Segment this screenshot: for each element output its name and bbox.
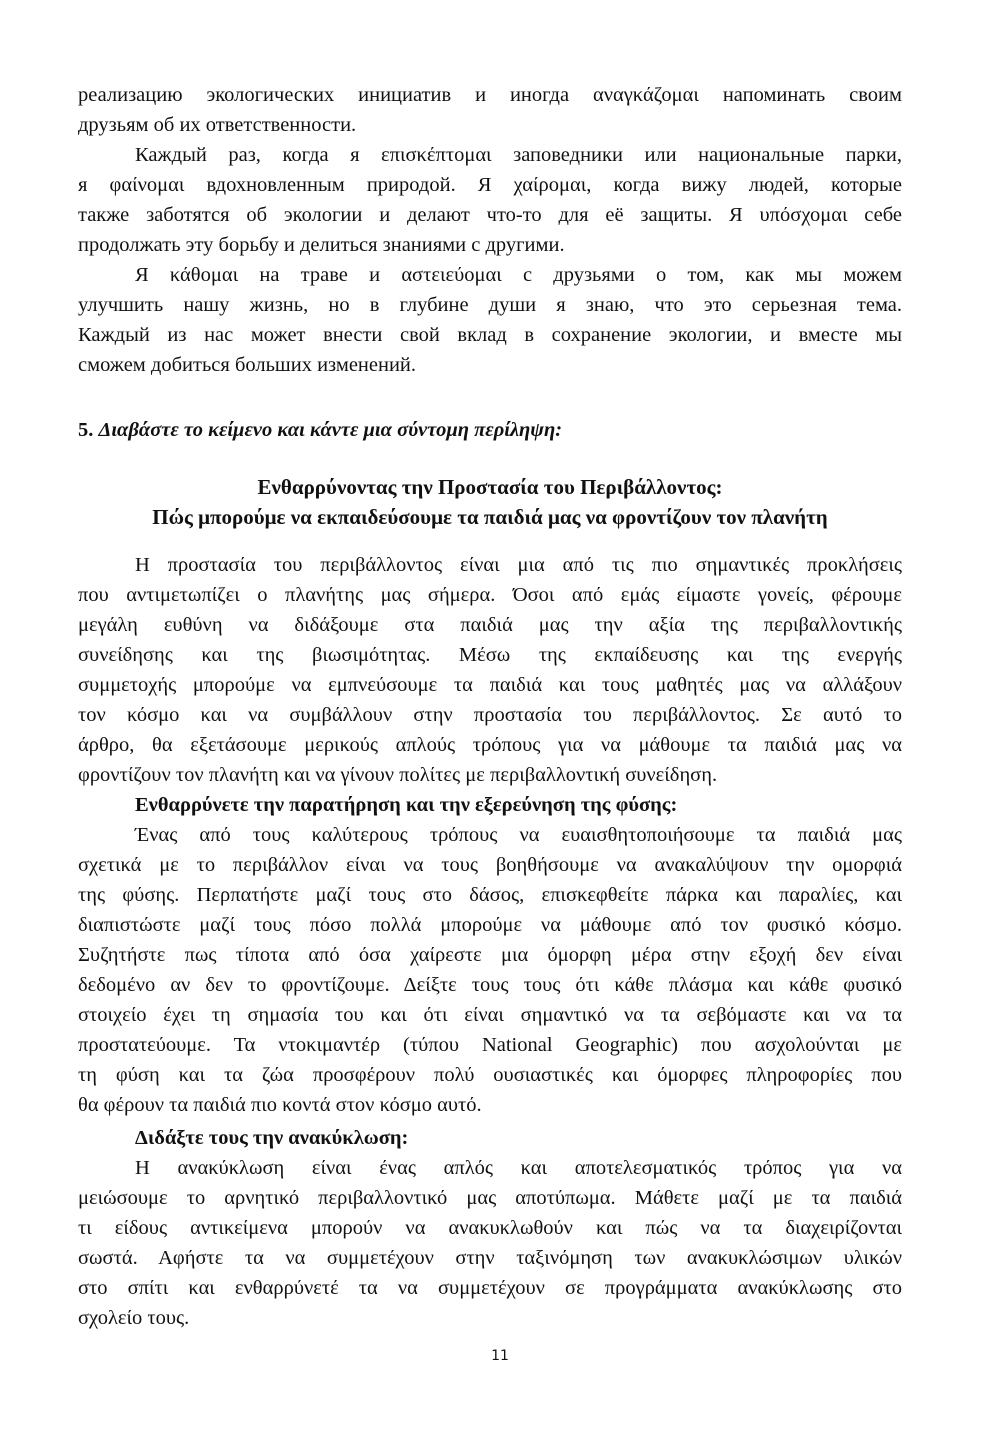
text-line: μεγάλη ευθύνη να διδάξουμε στα παιδιά μας την αξία της περιβαλλοντικής [78,614,902,636]
text-line: τι είδους αντικείμενα μπορούν να ανακυκλωθούν και πώς να τα διαχειρίζονται [78,1217,902,1239]
text-line: σωστά. Αφήστε τα να συμμετέχουν στην ταξινόμηση των ανακυκλώσιμων υλικών [78,1247,902,1269]
article-title-line1: Ενθαρρύνοντας την Προστασία του Περιβάλλοντος: [257,475,723,499]
text-line: также заботятся об экологии и делают что-то для её защиты. Я υπόσχομαι себе [78,204,902,226]
text-line: реализацию экологических инициатив и иногда αναγκάζομαι напоминать своим [78,84,902,106]
text-line: στο σπίτι και ενθαρρύνετέ τα να συμμετέχουν σε προγράμματα ανακύκλωσης στο [78,1277,902,1299]
text-line: друзьям об их ответственности. [78,114,357,136]
page-number: 11 [491,1348,509,1364]
text-line: Η προστασία του περιβάλλοντος είναι μια από τις πιο σημαντικές προκλήσεις [135,554,902,576]
text-line: άρθρο, θα εξετάσουμε μερικούς απλούς τρόπους για να μάθουμε τα παιδιά μας να [78,734,902,756]
text-line: продолжать эту борьбу и делиться знаниями с другими. [78,234,565,256]
text-line: Ένας από τους καλύτερους τρόπους να ευαισθητοποιήσουμε τα παιδιά μας [135,824,902,846]
task-instruction: Διαβάστε το κείμενο και κάντε μια σύντομη περίληψη: [98,419,563,441]
text-line: улучшить нашу жизнь, но в глубине души я знаю, что это серьезная тема. [78,294,902,316]
text-line: Η ανακύκλωση είναι ένας απλός και αποτελεσματικός τρόπος για να [135,1157,902,1179]
text-line: θα φέρουν τα παιδιά πιο κοντά στον κόσμο αυτό. [78,1094,482,1116]
text-line: τη φύση και τα ζώα προσφέρουν πολύ ουσιαστικές και όμορφες πληροφορίες που [78,1064,902,1086]
text-line: я φαίνομαι вдохновленным природой. Я χαίρομαι, когда вижу людей, которые [78,174,902,196]
text-line: Συζητήστε πως τίποτα από όσα χαίρεστε μια όμορφη μέρα στην εξοχή δεν είναι [78,944,902,966]
paragraph [78,140,902,260]
section-body-observation [78,820,902,1120]
text-line: που αντιμετωπίζει ο πλανήτης μας σήμερα. Όσοι από εμάς είμαστε γονείς, φέρουμε [78,584,902,606]
section-heading-recycling: Διδάξτε τους την ανακύκλωση: [135,1127,409,1149]
text-line: сможем добиться больших изменений. [78,354,417,376]
task-heading [78,415,902,445]
article-title [78,472,902,532]
text-line: τον κόσμο και να συμβάλλουν στην προστασία του περιβάλλοντος. Σε αυτό το [78,704,902,726]
text-line: της φύσης. Περπατήστε μαζί τους στο δάσος, επισκεφθείτε πάρκα και παραλίες, και [78,884,902,906]
text-line: Каждый из нас может внести свой вклад в сохранение экологии, и вместе мы [78,324,902,346]
article-intro [78,550,902,790]
section-heading-observation: Ενθαρρύνετε την παρατήρηση και την εξερεύνηση της φύσης: [135,794,678,816]
paragraph [78,260,902,380]
paragraph [78,80,902,140]
section-body-recycling [78,1153,902,1333]
text-line: προστατεύουμε. Τα ντοκιμαντέρ (τύπου National Geographic) που ασχολούνται με [78,1034,902,1056]
text-line: σχολείο τους. [78,1307,190,1329]
text-line: συνείδησης και της βιωσιμότητας. Μέσω της εκπαίδευσης και της ενεργής [78,644,902,666]
text-line: σχετικά με το περιβάλλον είναι να τους βοηθήσουμε να ανακαλύψουν την ομορφιά [78,854,902,876]
text-line: διαπιστώστε μαζί τους πόσο πολλά μπορούμε να μάθουμε από τον φυσικό κόσμο. [78,914,902,936]
task-number: 5. [78,419,94,441]
continuation-text [78,80,902,380]
text-line: Каждый раз, когда я επισκέπτομαι заповедники или национальные парки, [135,144,902,166]
article-title-line2: Πώς μπορούμε να εκπαιδεύσουμε τα παιδιά μας να φροντίζουν τον πλανήτη [152,505,828,529]
text-line: Я κάθομαι на траве и αστειεύομαι с друзьями о том, как мы можем [135,264,902,286]
text-line: στοιχείο έχει τη σημασία του και ότι είναι σημαντικό να τα σεβόμαστε και να τα [78,1004,902,1026]
text-line: συμμετοχής μπορούμε να εμπνεύσουμε τα παιδιά και τους μαθητές μας να αλλάξουν [78,674,902,696]
text-line: φροντίζουν τον πλανήτη και να γίνουν πολίτες με περιβαλλοντική συνείδηση. [78,764,718,786]
text-line: δεδομένο αν δεν το φροντίζουμε. Δείξτε τους τους ότι κάθε πλάσμα και κάθε φυσικό [78,974,902,996]
document-page [78,80,902,1333]
text-line: μειώσουμε το αρνητικό περιβαλλοντικό μας αποτύπωμα. Μάθετε μαζί με τα παιδιά [78,1187,902,1209]
